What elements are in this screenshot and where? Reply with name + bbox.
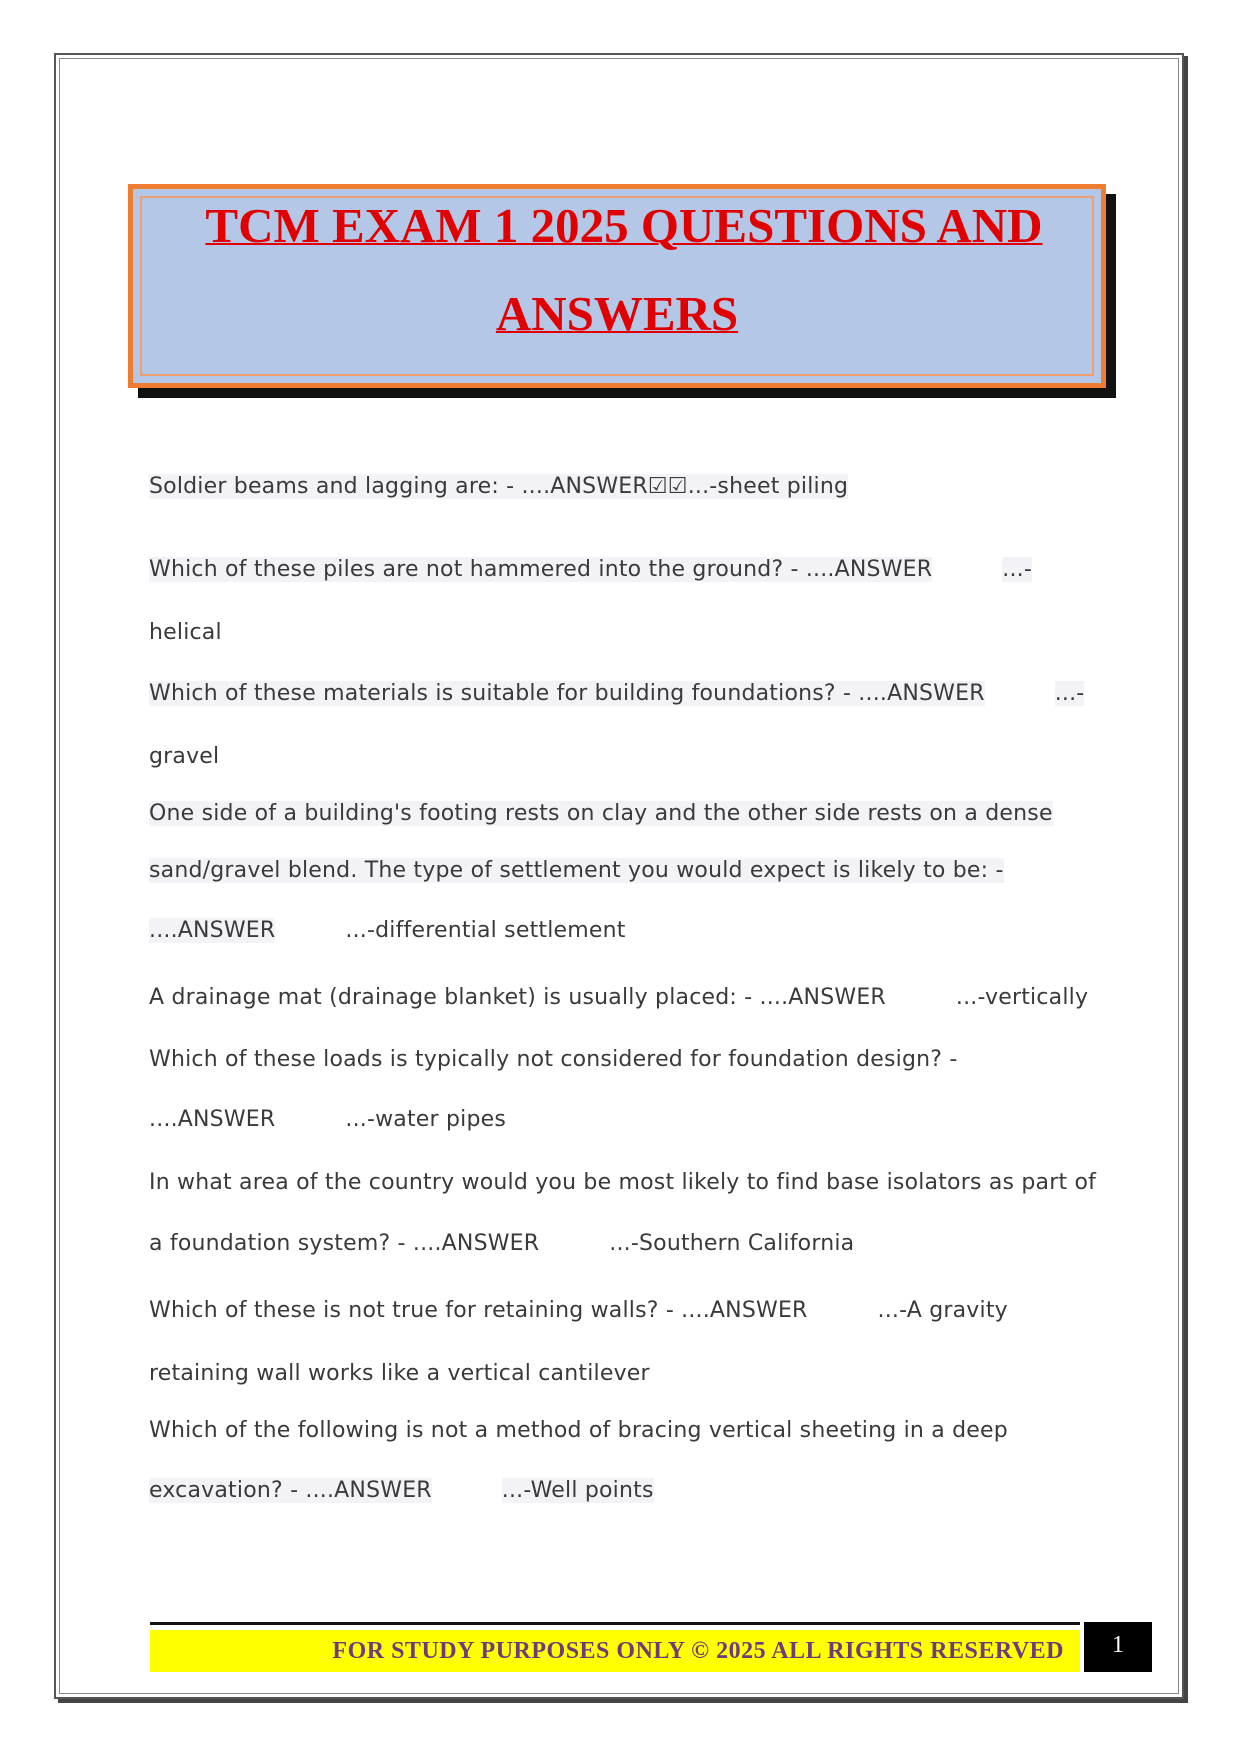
qa-line	[149, 557, 1032, 582]
title-box	[128, 184, 1106, 388]
qa-text: ....ANSWER	[149, 918, 276, 943]
qa-text: a foundation system? - ....ANSWER	[149, 1231, 540, 1256]
qa-answer: ...-Southern California	[609, 1231, 855, 1256]
qa-line	[149, 918, 626, 943]
qa-answer: ...-	[1054, 681, 1085, 706]
qa-line	[149, 744, 219, 769]
qa-text: helical	[149, 620, 222, 645]
qa-answer: ...-differential settlement	[345, 918, 626, 943]
qa-text: Which of these materials is suitable for building foundations? - ....ANSWER	[149, 681, 985, 706]
qa-text: excavation? - ....ANSWER	[149, 1478, 432, 1503]
qa-line	[149, 1361, 650, 1386]
qa-line	[149, 474, 848, 499]
qa-answer: ...-A gravity	[877, 1298, 1008, 1323]
qa-answer: ...-water pipes	[345, 1107, 507, 1132]
qa-text: retaining wall works like a vertical cantilever	[149, 1361, 650, 1386]
title-line-1: TCM EXAM 1 2025 QUESTIONS AND	[205, 198, 1043, 253]
qa-line	[149, 1231, 854, 1256]
page-frame-shadow-bottom	[58, 1699, 1188, 1703]
qa-text: sand/gravel blend. The type of settlement you would expect is likely to be: -	[149, 858, 1004, 883]
qa-answer: ...-Well points	[501, 1478, 654, 1503]
page-number: 1	[1084, 1622, 1152, 1672]
qa-text: In what area of the country would you be most likely to find base isolators as part of	[149, 1170, 1097, 1195]
footer-text: FOR STUDY PURPOSES ONLY © 2025 ALL RIGHTS RESERVED	[332, 1638, 1064, 1664]
qa-line	[149, 620, 222, 645]
qa-text: Soldier beams and lagging are: - ....ANSWER☑☑...-sheet piling	[149, 474, 849, 499]
qa-line	[149, 1298, 1008, 1323]
qa-line	[149, 1107, 506, 1132]
qa-line	[149, 1047, 957, 1072]
footer-bar	[150, 1630, 1080, 1672]
page-frame-shadow-right	[1184, 56, 1188, 1703]
qa-line	[149, 858, 1004, 883]
qa-text: Which of these piles are not hammered into the ground? - ....ANSWER	[149, 557, 933, 582]
qa-text: Which of the following is not a method of bracing vertical sheeting in a deep	[149, 1418, 1008, 1443]
qa-line	[149, 1170, 1096, 1195]
footer-rule	[150, 1622, 1080, 1625]
qa-answer: ...-vertically	[955, 985, 1089, 1010]
qa-line	[149, 801, 1053, 826]
qa-text: A drainage mat (drainage blanket) is usually placed: - ....ANSWER	[149, 985, 886, 1010]
qa-text: Which of these is not true for retaining walls? - ....ANSWER	[149, 1298, 808, 1323]
qa-text: One side of a building's footing rests on clay and the other side rests on a dense	[149, 801, 1053, 826]
qa-line	[149, 681, 1084, 706]
qa-line	[149, 985, 1088, 1010]
qa-answer: ...-	[1002, 557, 1032, 582]
title-line-2: ANSWERS	[495, 286, 739, 341]
qa-line	[149, 1478, 654, 1503]
qa-text: ....ANSWER	[149, 1107, 276, 1132]
qa-line	[149, 1418, 1008, 1443]
qa-text: Which of these loads is typically not considered for foundation design? -	[149, 1047, 958, 1072]
qa-text: gravel	[149, 744, 220, 769]
